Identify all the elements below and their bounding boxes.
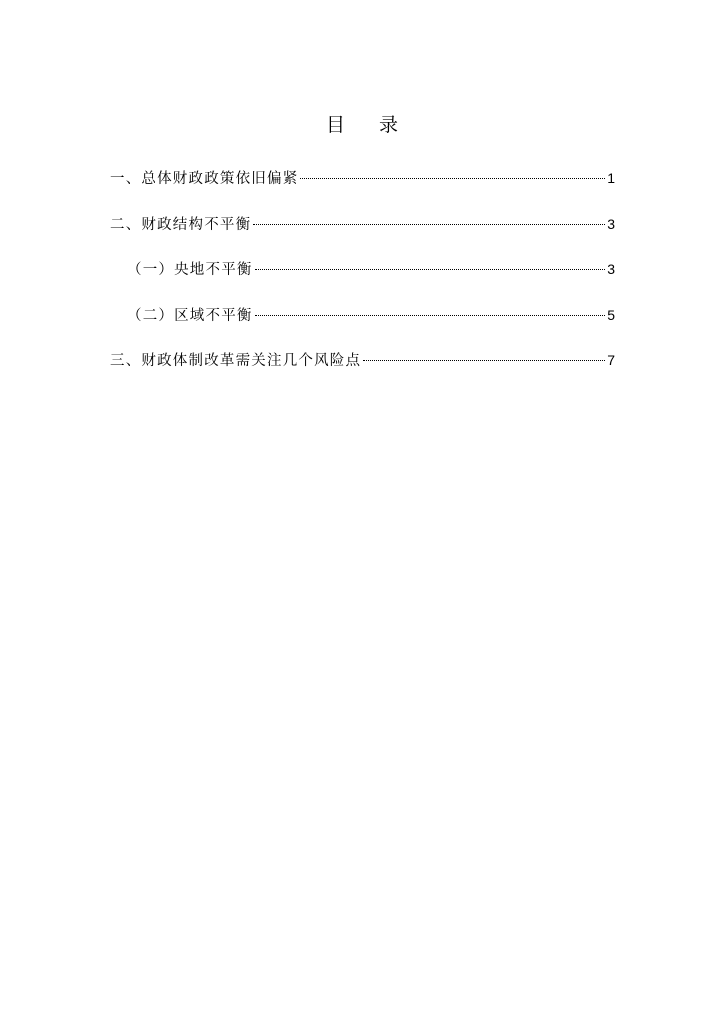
toc-leader-dots: [363, 360, 605, 361]
toc-entry[interactable]: [110, 305, 615, 326]
toc-leader-dots: [255, 269, 606, 270]
toc-leader-dots: [253, 224, 605, 225]
toc-page-number: 7: [607, 352, 615, 368]
toc-leader-dots: [255, 315, 606, 316]
toc-entry-text: 一、总体财政政策依旧偏紧: [110, 171, 299, 187]
toc-entry-text: 三、财政体制改革需关注几个风险点: [110, 353, 362, 369]
toc-entry[interactable]: [110, 259, 615, 280]
toc-entry[interactable]: [110, 168, 615, 189]
toc-page-number: 5: [607, 306, 615, 323]
toc-page-number: 3: [607, 261, 615, 277]
toc-entry[interactable]: [110, 214, 615, 235]
toc-title: 目 录: [325, 114, 413, 136]
toc-leader-dots: [300, 178, 605, 179]
toc-entry-text: 二、财政结构不平衡: [110, 216, 252, 233]
table-of-contents: [110, 168, 615, 396]
toc-entry-text: （一）央地不平衡: [127, 262, 253, 278]
toc-page-number: 3: [607, 215, 615, 232]
toc-entry-text: （二）区域不平衡: [127, 307, 253, 324]
toc-page-number: 1: [607, 170, 615, 186]
toc-entry[interactable]: [110, 350, 615, 371]
